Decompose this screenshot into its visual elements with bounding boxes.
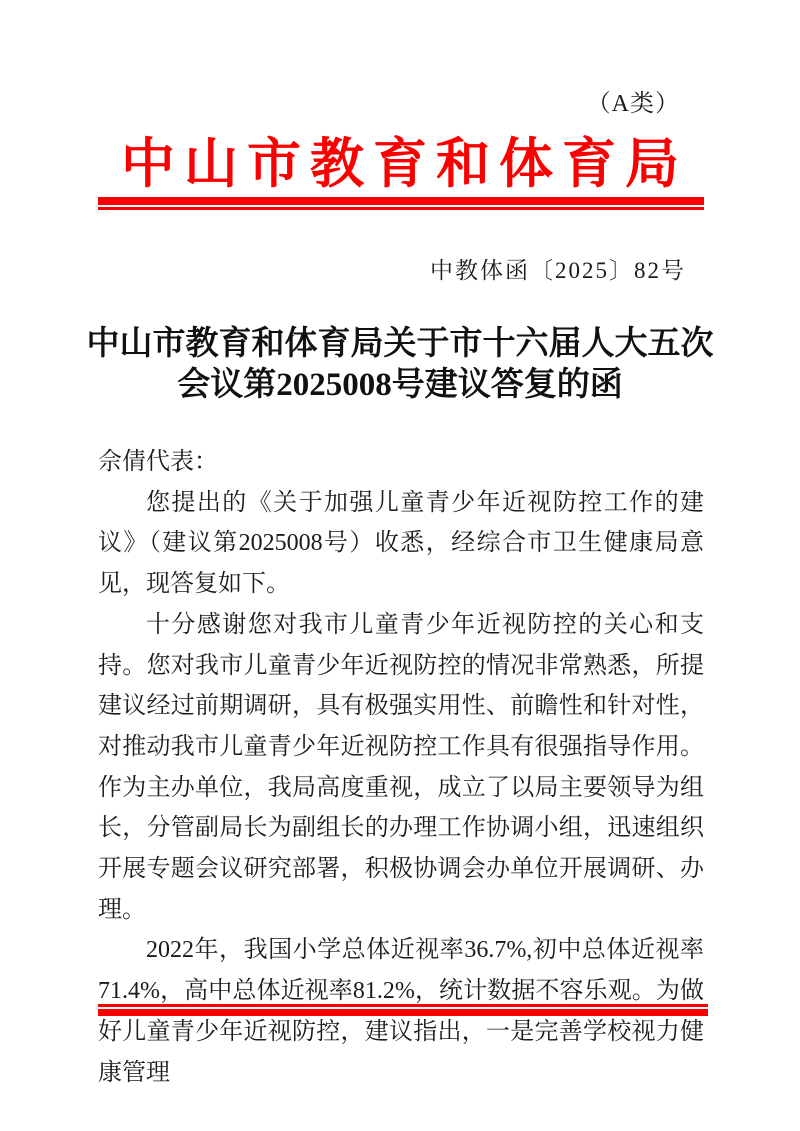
letterhead-red-divider: [98, 197, 704, 210]
letter-body: [98, 442, 704, 1093]
agency-letterhead-title: 中山市教育和体育局: [121, 134, 688, 194]
document-title: [0, 324, 800, 406]
document-title-line-1: 中山市教育和体育局关于市十六届人大五次: [86, 326, 714, 362]
paragraph-thanks-and-organization: 十分感谢您对我市儿童青少年近视防控的关心和支持。您对我市儿童青少年近视防控的情况非常熟悉，所提建议经过前期调研，具有极强实用性、前瞻性和针对性，对推动我市儿童青少年近视防控工作具有很强指导作用。作为主办单位，我局高度重视，成立了以局主要领导为组长，分管副局长为副组长的办理工作协调小组，迅速组织开展专题会议研究部署，积极协调会办单位开展调研、办理。: [98, 611, 704, 923]
paragraph-acknowledgement: 您提出的《关于加强儿童青少年近视防控工作的建议》（建议第2025008号）收悉，经综合市卫生健康局意见，现答复如下。: [98, 489, 704, 598]
paragraph-myopia-statistics: 2022年，我国小学总体近视率36.7%,初中总体近视率71.4%，高中总体近视率81.2%，统计数据不容乐观。为做好儿童青少年近视防控，建议指出，一是完善学校视力健康管理: [98, 937, 704, 1086]
classification-label: （A类）: [586, 91, 680, 117]
salutation: 佘倩代表：: [98, 449, 218, 475]
document-title-line-2: 会议第2025008号建议答复的函: [177, 367, 623, 403]
page-bottom-red-divider: [98, 1004, 708, 1016]
document-reference-number: 中教体函〔2025〕82号: [430, 258, 686, 283]
